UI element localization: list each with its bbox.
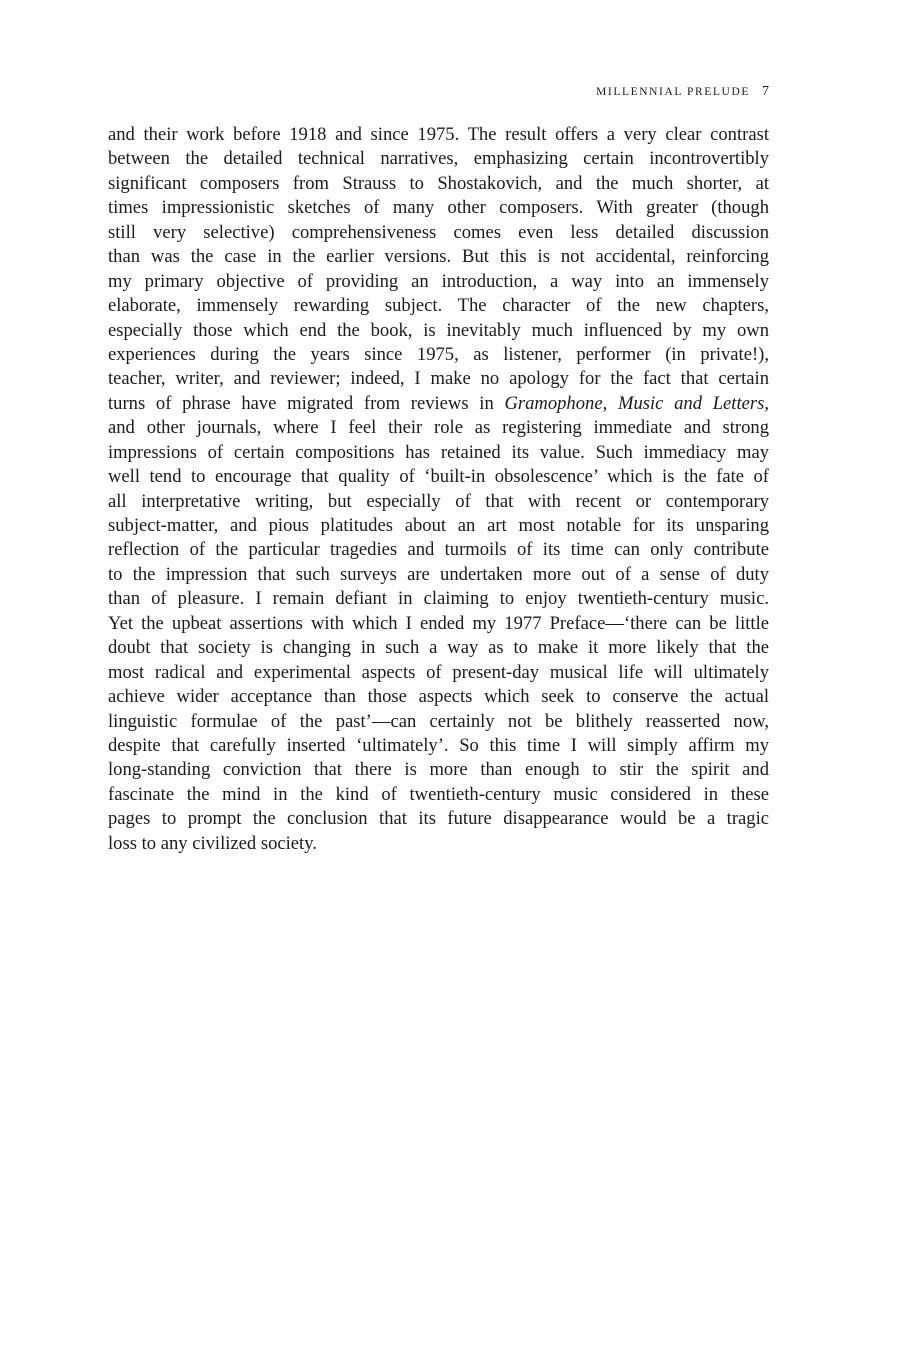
body-line: impressions of certain compositions has retained its value. Such immediacy may bbox=[108, 441, 769, 463]
body-paragraph bbox=[108, 123, 769, 856]
body-line: between the detailed technical narratives, emphasizing certain incontrovertibly bbox=[108, 148, 769, 170]
body-line: than of pleasure. I remain defiant in claiming to enjoy twentieth-century music. bbox=[108, 588, 769, 610]
body-line: linguistic formulae of the past’—can certainly not be blithely reasserted now, bbox=[108, 710, 769, 732]
page-number: 7 bbox=[762, 84, 769, 99]
body-line: Yet the upbeat assertions with which I ended my 1977 Preface—‘there can be little bbox=[108, 612, 769, 634]
body-line: and other journals, where I feel their role as registering immediate and strong bbox=[108, 417, 769, 439]
body-line: experiences during the years since 1975, as listener, performer (in private!), bbox=[108, 343, 769, 365]
body-line: to the impression that such surveys are undertaken more out of a sense of duty bbox=[108, 563, 769, 585]
body-line: elaborate, immensely rewarding subject. The character of the new chapters, bbox=[108, 295, 769, 317]
body-text-segment: turns of phrase have migrated from reviews in bbox=[108, 392, 505, 414]
body-line: well tend to encourage that quality of ‘built-in obsolescence’ which is the fate of bbox=[108, 466, 769, 488]
body-line: reflection of the particular tragedies and turmoils of its time can only contribute bbox=[108, 539, 769, 561]
body-line: especially those which end the book, is inevitably much influenced by my own bbox=[108, 319, 769, 341]
body-line: than was the case in the earlier versions. But this is not accidental, reinforcing bbox=[108, 246, 769, 268]
body-text-segment: , bbox=[602, 392, 618, 414]
body-line: most radical and experimental aspects of present-day musical life will ultimately bbox=[108, 661, 769, 683]
body-line: all interpretative writing, but especially of that with recent or contemporary bbox=[108, 490, 769, 512]
running-head-title: MILLENNIAL PRELUDE bbox=[596, 86, 750, 98]
body-line: subject-matter, and pious platitudes about an art most notable for its unsparing bbox=[108, 515, 769, 536]
body-line: teacher, writer, and reviewer; indeed, I make no apology for the fact that certain bbox=[108, 368, 769, 390]
body-line: times impressionistic sketches of many other composers. With greater (though bbox=[108, 197, 769, 219]
body-line: still very selective) comprehensiveness comes even less detailed discussion bbox=[108, 221, 769, 243]
journal-title-gramophone: Gramophone bbox=[504, 392, 603, 414]
body-line-last: loss to any civilized society. bbox=[108, 832, 317, 854]
body-line: achieve wider acceptance than those aspects which seek to conserve the actual bbox=[108, 686, 769, 708]
running-head bbox=[108, 82, 769, 101]
body-line: doubt that society is changing in such a way as to make it more likely that the bbox=[108, 637, 769, 659]
body-line: and their work before 1918 and since 1975. The result offers a very clear contrast bbox=[108, 124, 769, 145]
body-line: pages to prompt the conclusion that its future disappearance would be a tragic bbox=[108, 808, 769, 830]
journal-title-music-and-letters: Music and Letters bbox=[617, 392, 765, 414]
body-line: significant composers from Strauss to Shostakovich, and the much shorter, at bbox=[108, 172, 769, 194]
body-line: my primary objective of providing an introduction, a way into an immensely bbox=[108, 270, 769, 292]
body-line: fascinate the mind in the kind of twentieth-century music considered in these bbox=[108, 783, 769, 805]
body-line: despite that carefully inserted ‘ultimately’. So this time I will simply affirm my bbox=[108, 734, 769, 756]
body-line: long-standing conviction that there is more than enough to stir the spirit and bbox=[108, 759, 769, 781]
body-text-segment: , bbox=[764, 392, 769, 414]
body-line-with-titles bbox=[108, 392, 769, 416]
